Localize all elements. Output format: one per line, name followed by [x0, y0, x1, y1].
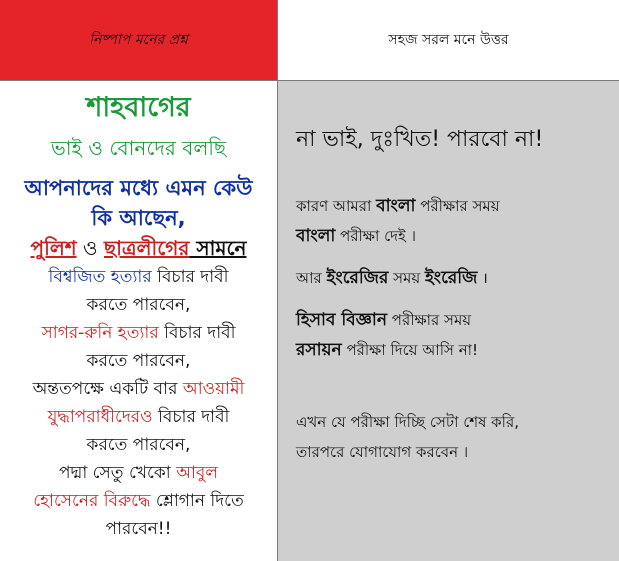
front-text: সামনে: [189, 236, 247, 260]
question-line-1: শাহবাগের: [86, 92, 191, 123]
answer-text: কারণ আমরা: [296, 197, 377, 215]
subject-chemistry: রসায়ন: [296, 340, 342, 360]
question-line-6: [4, 263, 273, 291]
bishwajit-text: বিশ্বজিত হত্যার: [48, 267, 152, 287]
at-least-once-text: অন্ততপক্ষে একটি বার: [32, 379, 183, 399]
subject-english: ইংরেজি: [424, 268, 478, 288]
question-line-15: পারবেন!!: [105, 519, 172, 539]
answer-text: সময়: [388, 269, 425, 287]
hossain-text: হোসেনের বিরুদ্ধে: [33, 491, 151, 511]
answer-line-1: [296, 191, 607, 221]
padma-bridge-text: পদ্মা সেতু খেকো: [58, 463, 177, 483]
answer-text: পরীক্ষার সময়: [387, 311, 472, 329]
question-cell: [0, 81, 278, 561]
answer-title: না ভাই, দুঃখিত! পারবো না!: [296, 127, 544, 152]
slogan-text: শ্লোগান দিতে: [150, 491, 244, 511]
awami-text: আওয়ামী: [182, 379, 245, 399]
question-line-9: করতে পারবেন,: [86, 351, 191, 371]
subject-bangla: বাংলা: [296, 226, 336, 246]
trial-demand-text: বিচার দাবী: [151, 267, 229, 287]
question-line-12: করতে পারবেন,: [86, 435, 191, 455]
answer-text: পরীক্ষার সময়: [415, 197, 500, 215]
question-line-2: ভাই ও বোনদের বলছি: [50, 136, 227, 160]
police-text: পুলিশ: [30, 236, 77, 260]
answer-line-4: [296, 305, 607, 335]
answer-line-6: এখন যে পরীক্ষা দিচ্ছি সেটা শেষ করি,: [296, 413, 519, 431]
question-line-3: আপনাদের মধ্যে এমন কেউ: [24, 176, 253, 200]
answer-text: ।: [477, 269, 488, 287]
answer-text: আর: [296, 269, 327, 287]
subject-accounting: হিসাব বিজ্ঞান: [296, 310, 388, 330]
subject-english: ইংরেজির: [326, 268, 389, 288]
question-line-10: [4, 375, 273, 403]
chhatraleague-text: ছাত্রলীগের: [104, 236, 190, 260]
answer-cell: [278, 81, 619, 561]
answer-line-2: [296, 221, 607, 251]
header-left-text: নিষ্পাপ মনের প্রশ্ন: [89, 32, 188, 48]
answer-line-5: [296, 335, 607, 365]
question-line-8: [4, 319, 273, 347]
question-line-7: করতে পারবেন,: [86, 295, 191, 315]
answer-text: পরীক্ষা দিয়ে আসি না!: [341, 341, 479, 359]
question-line-5: [4, 233, 273, 263]
header-left-cell: [0, 0, 278, 81]
answer-line-3: [296, 263, 607, 293]
answer-line-7: তারপরে যোগাযোগ করবেন ।: [296, 443, 469, 461]
question-line-14: [4, 487, 273, 515]
question-line-13: [4, 459, 273, 487]
abul-text: আবুল: [176, 463, 219, 483]
header-right-cell: [278, 0, 619, 81]
trial-demand-text: বিচার দাবী: [152, 407, 230, 427]
war-criminals-text: যুদ্ধাপরাধীদেরও: [47, 407, 153, 427]
sagar-runi-text: সাগর-রুনি হত্যার: [41, 323, 159, 343]
and-text: ও: [76, 236, 105, 260]
subject-bangla: বাংলা: [376, 196, 416, 216]
trial-demand-text: বিচার দাবী: [158, 323, 236, 343]
header-right-text: সহজ সরল মনে উত্তর: [388, 32, 509, 48]
question-line-11: [4, 403, 273, 431]
answer-text: পরীক্ষা দেই ।: [335, 227, 416, 245]
question-line-4: কি আছেন,: [91, 206, 186, 230]
